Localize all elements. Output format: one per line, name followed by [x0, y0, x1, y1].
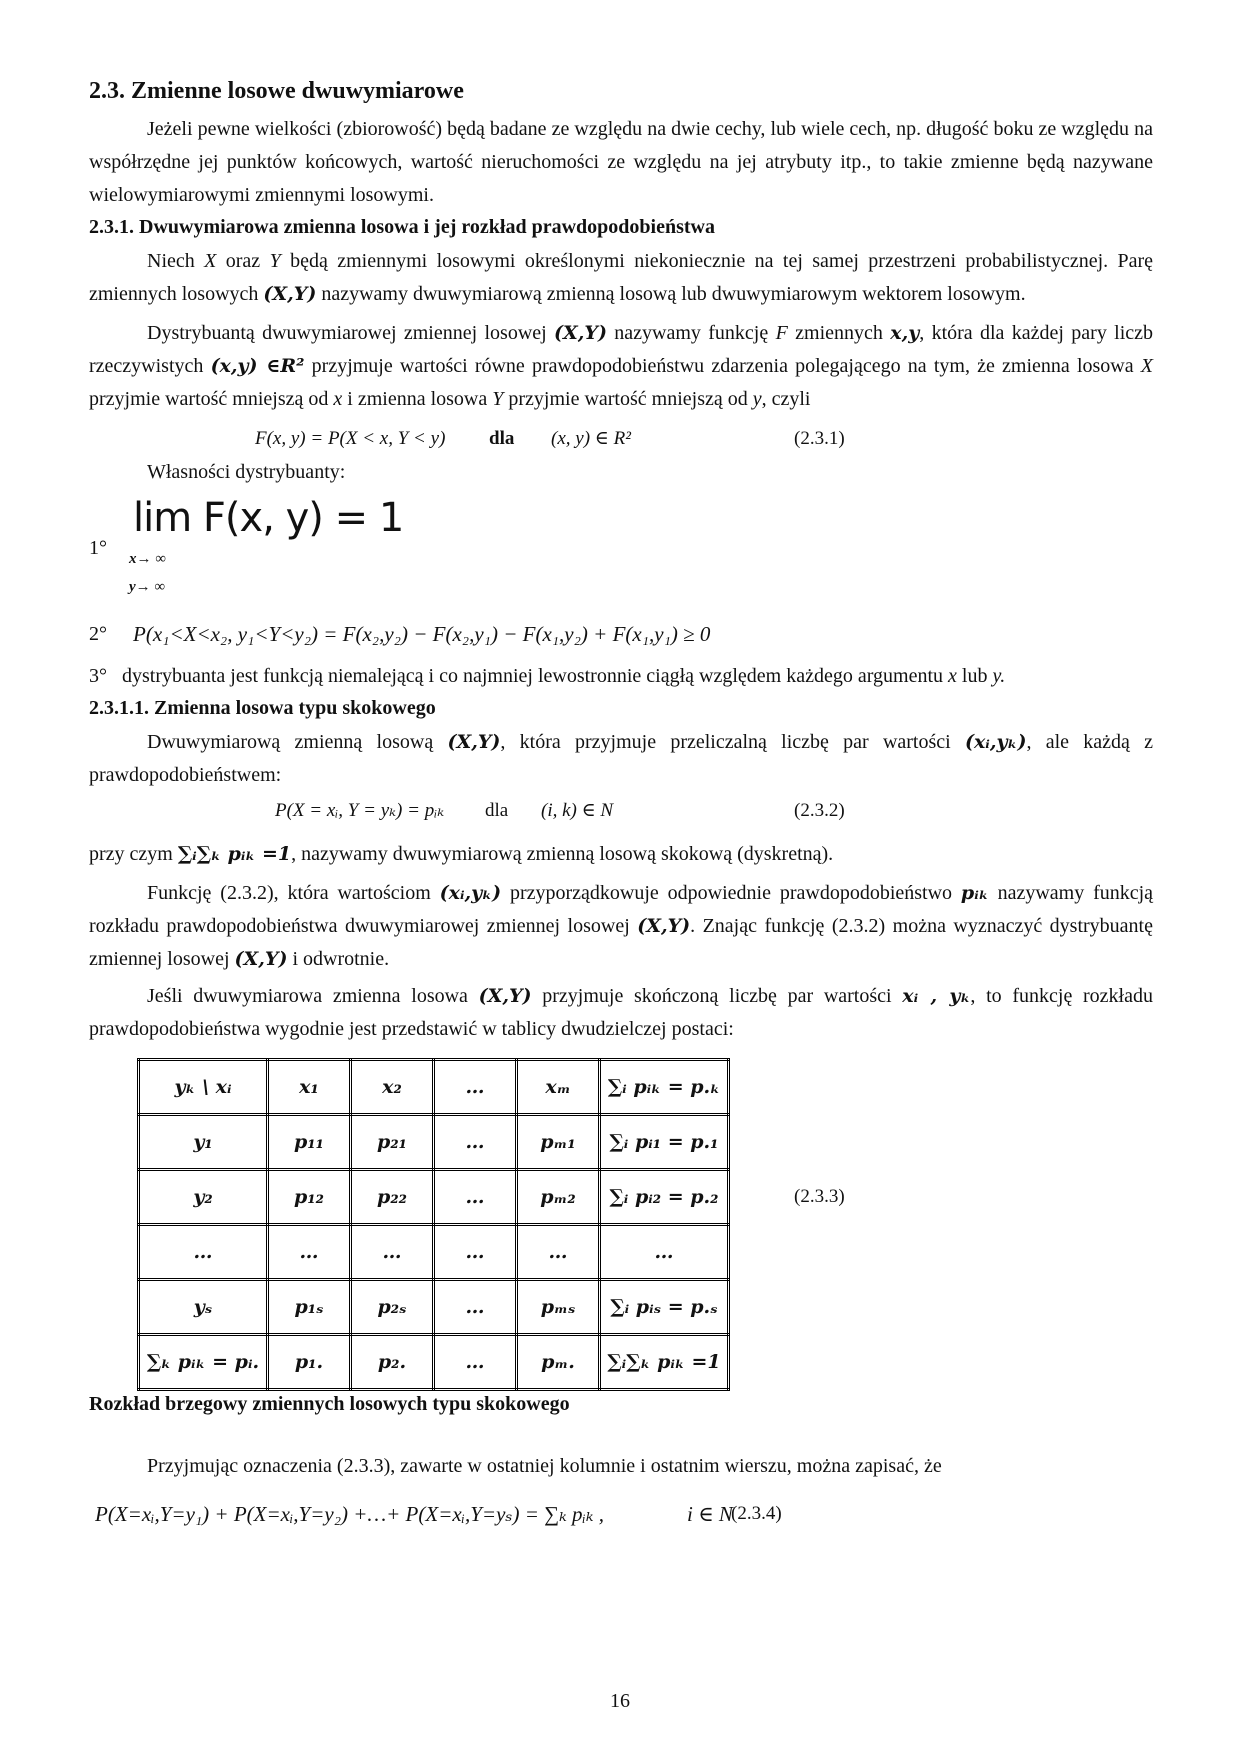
- text: , która dla każdej pary liczb rzeczywistych: [89, 322, 1154, 377]
- table-cell: …: [434, 1060, 517, 1115]
- table-row: [139, 1335, 729, 1390]
- property-3: [89, 659, 1153, 693]
- table-cell: ∑ᵢ pᵢₛ = p.ₛ: [600, 1280, 729, 1335]
- page-number: 16: [610, 1690, 630, 1712]
- text: przyjmuje skończoną liczbę par wartości: [542, 985, 892, 1007]
- math-pair: (X,Y): [263, 283, 317, 305]
- equation-number: (2.3.2): [794, 800, 845, 821]
- table-row: [139, 1115, 729, 1170]
- table-cell: p₁.: [268, 1335, 351, 1390]
- equation-2-3-2: [89, 796, 1153, 828]
- page-content: [89, 78, 1153, 1539]
- table-cell: p₂.: [351, 1335, 434, 1390]
- table-cell: …: [268, 1225, 351, 1280]
- table-cell: xₘ: [517, 1060, 600, 1115]
- math-vars: x,y: [890, 322, 920, 344]
- table-cell: …: [434, 1280, 517, 1335]
- text: Dwuwymiarową zmienną losową: [147, 731, 434, 753]
- limit-sub-x: x→ ∞: [129, 551, 166, 567]
- math-p: pᵢₖ: [960, 882, 989, 904]
- table-cell: x₂: [351, 1060, 434, 1115]
- text: Dystrybuantą dwuwymiarowej zmiennej losowej: [147, 322, 547, 344]
- text: nazywamy funkcję: [614, 322, 769, 344]
- properties-title: Własności dystrybuanty:: [147, 461, 346, 483]
- table-cell: ∑ᵢ∑ₖ pᵢₖ =1: [600, 1335, 729, 1390]
- math-y: y.: [992, 665, 1006, 687]
- text: przy czym: [89, 843, 173, 865]
- table-row: [139, 1060, 729, 1115]
- table-cell: …: [434, 1170, 517, 1225]
- table-cell: …: [517, 1225, 600, 1280]
- discrete-paragraph: [89, 726, 1153, 792]
- table-corner-cell: yₖ \ xᵢ: [139, 1060, 268, 1115]
- math-sum: ∑ᵢ∑ₖ pᵢₖ =1: [177, 843, 292, 865]
- text: lub: [961, 665, 988, 687]
- table-cell: y₁: [139, 1115, 268, 1170]
- text: dystrybuanta jest funkcją niemalejącą i co najmniej lewostronnie ciągłą względem każdego argumentu: [122, 665, 943, 687]
- table-cell: yₛ: [139, 1280, 268, 1335]
- text: przyjmie wartość mniejszą od: [508, 388, 748, 410]
- text: , czyli: [761, 388, 811, 410]
- equation-number: (2.3.3): [794, 1186, 845, 1207]
- table-row: [139, 1225, 729, 1280]
- table-cell: x₁: [268, 1060, 351, 1115]
- math-f: F: [775, 322, 788, 344]
- math-values: (xᵢ,yₖ): [964, 731, 1027, 753]
- equation-number: (2.3.1): [794, 428, 845, 449]
- contingency-table: [137, 1058, 730, 1391]
- condition: i ∈ N: [687, 1502, 733, 1526]
- table-cell: p₂₂: [351, 1170, 434, 1225]
- table-cell: …: [139, 1225, 268, 1280]
- table-cell: …: [600, 1225, 729, 1280]
- text: i zmienna losowa: [347, 388, 488, 410]
- property-mark: 1°: [89, 537, 107, 559]
- table-cell: pₘ₂: [517, 1170, 600, 1225]
- table-cell: p₂ₛ: [351, 1280, 434, 1335]
- table-cell: …: [434, 1335, 517, 1390]
- sum-paragraph: [89, 838, 1153, 871]
- equation-dla: dla: [489, 428, 515, 449]
- math-pair: (X,Y): [478, 985, 532, 1007]
- table-cell: …: [351, 1225, 434, 1280]
- table-cell: pₘₛ: [517, 1280, 600, 1335]
- text: oraz: [225, 250, 261, 272]
- table-cell: ∑ₖ pᵢₖ = pᵢ.: [139, 1335, 268, 1390]
- table-row: [139, 1280, 729, 1335]
- table-cell: p₁₁: [268, 1115, 351, 1170]
- table-cell: p₁ₛ: [268, 1280, 351, 1335]
- table-cell: ∑ᵢ pᵢ₁ = p.₁: [600, 1115, 729, 1170]
- text: zmiennych: [795, 322, 883, 344]
- text: , która przyjmuje przeliczalną liczbę par wartości: [500, 731, 951, 753]
- equation-lhs: F(x, y) = P(X < x, Y < y): [255, 428, 446, 449]
- equation-rhs: (i, k) ∈ N: [541, 800, 614, 821]
- text: będą zmiennymi losowymi określonymi niekoniecznie na tej samej przestrzeni probabilistycznej. Parę zmiennych losowych: [89, 250, 1154, 305]
- contingency-table-wrapper: [89, 1058, 1153, 1391]
- table-cell: ∑ᵢ pᵢₖ = p.ₖ: [600, 1060, 729, 1115]
- equation-number: (2.3.4): [731, 1503, 782, 1524]
- property-2: [89, 617, 1153, 657]
- math-values: (xᵢ,yₖ): [439, 882, 502, 904]
- text: , to funkcję rozkładu prawdopodobieństwa wygodnie jest przedstawić w tablicy dwudzielczej postaci:: [89, 985, 1153, 1040]
- probability-formula: P(x₁<X<x₂, y₁<Y<y₂) = F(x₂,y₂) − F(x₂,y₁) − F(x₁,y₂) + F(x₁,y₁) ≥ 0: [133, 622, 711, 646]
- text: i odwrotnie.: [292, 948, 390, 970]
- table-cell: …: [434, 1225, 517, 1280]
- table-cell: …: [434, 1115, 517, 1170]
- cdf-paragraph: [89, 317, 1153, 416]
- text: nazywamy funkcją rozkładu prawdopodobieństwa dwuwymiarowej zmiennej losowej: [89, 882, 1154, 937]
- text: przyporządkowuje odpowiednie prawdopodobieństwo: [509, 882, 953, 904]
- text: . Znając funkcję (2.3.2) można wyznaczyć dystrybuantę zmiennej losowej: [89, 915, 1153, 970]
- math-pair: (X,Y): [637, 915, 691, 937]
- table-cell: y₂: [139, 1170, 268, 1225]
- table-cell: p₂₁: [351, 1115, 434, 1170]
- math-x: X: [1140, 355, 1153, 377]
- math-set: (x,y) ∈R²: [210, 355, 305, 377]
- limit-formula: lim F(x, y) = 1: [133, 495, 404, 541]
- text: , ale każdą z prawdopodobieństwem:: [89, 731, 1154, 786]
- table-cell: ∑ᵢ pᵢ₂ = p.₂: [600, 1170, 729, 1225]
- property-mark: 3°: [89, 665, 107, 687]
- math-pair: (X,Y): [234, 948, 288, 970]
- text: , nazywamy dwuwymiarową zmienną losową skokową (dyskretną).: [291, 843, 834, 865]
- math-values: xᵢ , yₖ: [902, 985, 971, 1007]
- table-cell: p₁₂: [268, 1170, 351, 1225]
- table-cell: pₘ.: [517, 1335, 600, 1390]
- property-mark: 2°: [89, 623, 107, 645]
- equation-2-3-4: [89, 1499, 1153, 1539]
- text: Niech: [147, 250, 195, 272]
- marginal-formula: P(X=xᵢ,Y=y₁) + P(X=xᵢ,Y=y₂) +…+ P(X=xᵢ,Y=yₛ) = ∑ₖ pᵢₖ ,: [95, 1502, 605, 1526]
- math-y: Y: [269, 250, 281, 272]
- math-x: X: [204, 250, 217, 272]
- marginal-paragraph: Przyjmując oznaczenia (2.3.3), zawarte w ostatniej kolumnie i ostatnim wierszu, można zapisać, że: [147, 1455, 942, 1477]
- marginal-title: Rozkład brzegowy zmiennych losowych typu skokowego: [89, 1393, 570, 1415]
- definition-paragraph: [89, 245, 1153, 311]
- math-x: x: [948, 665, 957, 687]
- equation-lhs: P(X = xᵢ, Y = yₖ) = pᵢₖ: [275, 800, 445, 821]
- math-y: Y: [492, 388, 504, 410]
- property-1: [89, 489, 1153, 609]
- subsubsection-title: 2.3.1.1. Zmienna losowa typu skokowego: [89, 697, 436, 719]
- math-x: x: [333, 388, 343, 410]
- function-paragraph: [89, 877, 1153, 976]
- math-pair: (X,Y): [554, 322, 607, 344]
- text: przyjmuje wartości równe prawdopodobieństwu zdarzenia polegającego na tym, że zmienna losowa: [311, 355, 1134, 377]
- equation-rhs: (x, y) ∈ R²: [551, 428, 631, 449]
- equation-dla: dla: [485, 800, 509, 821]
- text: Jeśli dwuwymiarowa zmienna losowa: [147, 985, 468, 1007]
- equation-2-3-1: [89, 424, 1153, 456]
- limit-sub-y: y→ ∞: [129, 579, 166, 595]
- text: Funkcję (2.3.2), która wartościom: [147, 882, 431, 904]
- section-title: 2.3. Zmienne losowe dwuwymiarowe: [89, 78, 464, 104]
- math-pair: (X,Y): [447, 731, 501, 753]
- intro-paragraph: Jeżeli pewne wielkości (zbiorowość) będą badane ze względu na dwie cechy, lub wiele cech, np. długość boku ze względu na współrzędne jej punktów końcowych, wartość nieruchomości ze względu na jej atrybuty itp., to takie zmienne będą nazywane wielowymiarowymi zmiennymi losowymi.: [89, 118, 1153, 206]
- table-cell: pₘ₁: [517, 1115, 600, 1170]
- table-intro-paragraph: [89, 980, 1153, 1046]
- subsection-title: 2.3.1. Dwuwymiarowa zmienna losowa i jej rozkład prawdopodobieństwa: [89, 216, 715, 238]
- text: przyjmie wartość mniejszą od: [89, 388, 329, 410]
- table-row: [139, 1170, 729, 1225]
- text: nazywamy dwuwymiarową zmienną losową lub dwuwymiarowym wektorem losowym.: [321, 283, 1026, 305]
- math-y: y: [752, 388, 762, 410]
